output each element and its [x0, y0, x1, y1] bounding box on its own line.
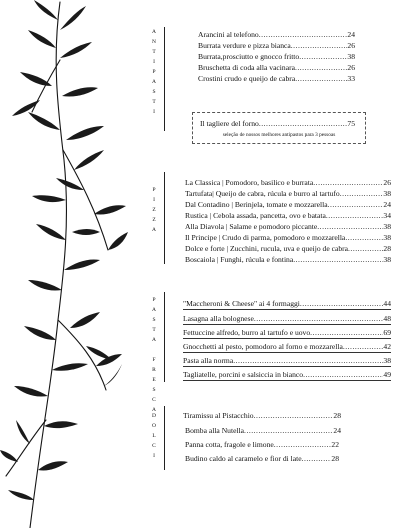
- item-name: Tagliatelle, porcini e salsiccia in bianco: [183, 370, 304, 379]
- item-price: 38: [383, 356, 391, 365]
- olive-branch-illustration: [0, 0, 140, 528]
- item-price: 22: [331, 440, 339, 449]
- leader-dots: [274, 440, 332, 450]
- item-name: Tiramissu al Pistacchio: [183, 411, 254, 420]
- menu-item: [185, 255, 391, 265]
- menu-item: [198, 74, 355, 84]
- item-name: Tartufata| Queijo de cabra, rúcula e burro al tartufo: [185, 189, 340, 198]
- item-price: 69: [383, 328, 391, 337]
- menu-item: [185, 426, 341, 436]
- item-price: 38: [347, 52, 355, 61]
- item-price: 28: [383, 244, 391, 253]
- leader-dots: [310, 328, 383, 338]
- menu-item: [183, 370, 391, 381]
- item-name: Budino caldo al caramelo e fior di late: [185, 454, 302, 463]
- menu-item: [183, 342, 391, 353]
- menu-item: [185, 178, 391, 188]
- leader-dots: [300, 299, 384, 309]
- menu-item: [183, 299, 391, 310]
- item-price: 26: [383, 178, 391, 187]
- leader-dots: [259, 119, 348, 129]
- item-price: 24: [347, 30, 355, 39]
- item-price: 33: [347, 74, 355, 83]
- leader-dots: [345, 233, 383, 243]
- antipasti-divider-line: [164, 27, 165, 131]
- menu-item: [185, 440, 339, 450]
- menu-item: [200, 119, 355, 129]
- pizza-divider-line: [164, 172, 165, 264]
- dolci-section-label: D O L C I: [152, 413, 156, 459]
- antipasti-section-label: A N T I P A S T I: [152, 29, 156, 115]
- menu-item: [185, 233, 391, 243]
- item-name: Crostini crudo e queijo de cabra: [198, 74, 296, 83]
- menu-item: [185, 211, 391, 221]
- tagliere-subtitle: seleção de nossos melhores antipastos para 3 pessoas: [222, 132, 336, 138]
- menu-item: [183, 411, 341, 421]
- item-price: 28: [331, 454, 339, 463]
- leader-dots: [328, 200, 384, 210]
- item-name: Il Principe | Crudo di parma, pomodoro e mozzarella: [185, 233, 346, 242]
- menu-item: [185, 454, 339, 464]
- menu-item: [185, 200, 391, 210]
- menu-item: [185, 244, 391, 254]
- menu-item: [183, 356, 391, 367]
- item-price: 38: [383, 189, 391, 198]
- pasta-section-label: P A S T A F R E S C A: [152, 297, 156, 413]
- item-name: Fettuccine alfredo, burro al tartufo e uovo: [183, 328, 311, 337]
- item-price: 48: [383, 314, 391, 323]
- item-name: Gnocchetti al pesto, pomodoro al forno e mozzarella: [183, 342, 343, 351]
- leader-dots: [340, 189, 384, 199]
- item-name: Dolce e forte | Zucchini, rucula, uva e queijo de cabra: [185, 244, 349, 253]
- menu-item: [198, 52, 355, 62]
- item-name: Pasta alla norma: [183, 356, 234, 365]
- menu-item: [185, 189, 391, 199]
- item-name: Burrata,prosciutto e gnocco fritto: [198, 52, 300, 61]
- item-price: 28: [333, 411, 341, 420]
- pizza-section-label: P I Z Z A: [152, 187, 156, 233]
- dolci-divider-line: [164, 406, 165, 470]
- menu-item: [198, 30, 355, 40]
- leader-dots: [313, 178, 383, 188]
- item-name: Bomba alla Nutella: [185, 426, 245, 435]
- item-name: La Classica | Pomodoro, basilico e burrata: [185, 178, 314, 187]
- item-name: Burrata verdure e pizza bianca: [198, 41, 291, 50]
- item-price: 24: [333, 426, 341, 435]
- tagliere-feature-box: [192, 112, 366, 144]
- item-price: 75: [347, 119, 355, 128]
- item-price: 26: [347, 63, 355, 72]
- item-name: Il tagliere del forno: [200, 119, 259, 128]
- item-price: 38: [383, 222, 391, 231]
- item-name: Boscaiola | Funghi, rúcula e fontina: [185, 255, 294, 264]
- leader-dots: [295, 63, 347, 73]
- item-price: 26: [347, 41, 355, 50]
- leader-dots: [317, 222, 383, 232]
- leader-dots: [254, 314, 384, 324]
- leader-dots: [343, 342, 384, 352]
- item-name: Bruschetta di coda alla vacinara: [198, 63, 295, 72]
- item-name: Dal Contadino | Berinjela, tomate e mozzarella: [185, 200, 328, 209]
- item-name: Rustica | Cebola assada, pancetta, ovo e batata: [185, 211, 326, 220]
- item-name: Lasagna alla bolognese: [183, 314, 254, 323]
- pasta-divider-line: [164, 292, 165, 382]
- leader-dots: [244, 426, 333, 436]
- leader-dots: [295, 74, 347, 84]
- item-name: Alla Diavola | Salame e pomodoro piccante: [185, 222, 318, 231]
- leader-dots: [348, 244, 383, 254]
- menu-item: [198, 63, 355, 73]
- leader-dots: [254, 411, 334, 421]
- menu-item: [185, 222, 391, 232]
- item-name: Arancini al telefono: [198, 30, 259, 39]
- leader-dots: [259, 30, 348, 40]
- item-price: 42: [383, 342, 391, 351]
- menu-item: [198, 41, 355, 51]
- item-name: "Maccheroni & Cheese" ai 4 formaggi: [183, 299, 300, 308]
- item-price: 49: [383, 370, 391, 379]
- item-price: 38: [383, 233, 391, 242]
- leader-dots: [299, 52, 347, 62]
- leader-dots: [233, 356, 383, 366]
- item-price: 34: [383, 211, 391, 220]
- item-price: 38: [383, 255, 391, 264]
- leader-dots: [326, 211, 384, 221]
- leader-dots: [303, 370, 383, 380]
- leader-dots: [302, 454, 332, 464]
- item-price: 44: [383, 299, 391, 308]
- item-price: 24: [383, 200, 391, 209]
- menu-item: [183, 314, 391, 325]
- leader-dots: [291, 41, 348, 51]
- item-name: Panna cotta, fragole e limone: [185, 440, 274, 449]
- leader-dots: [293, 255, 383, 265]
- menu-item: [183, 328, 391, 339]
